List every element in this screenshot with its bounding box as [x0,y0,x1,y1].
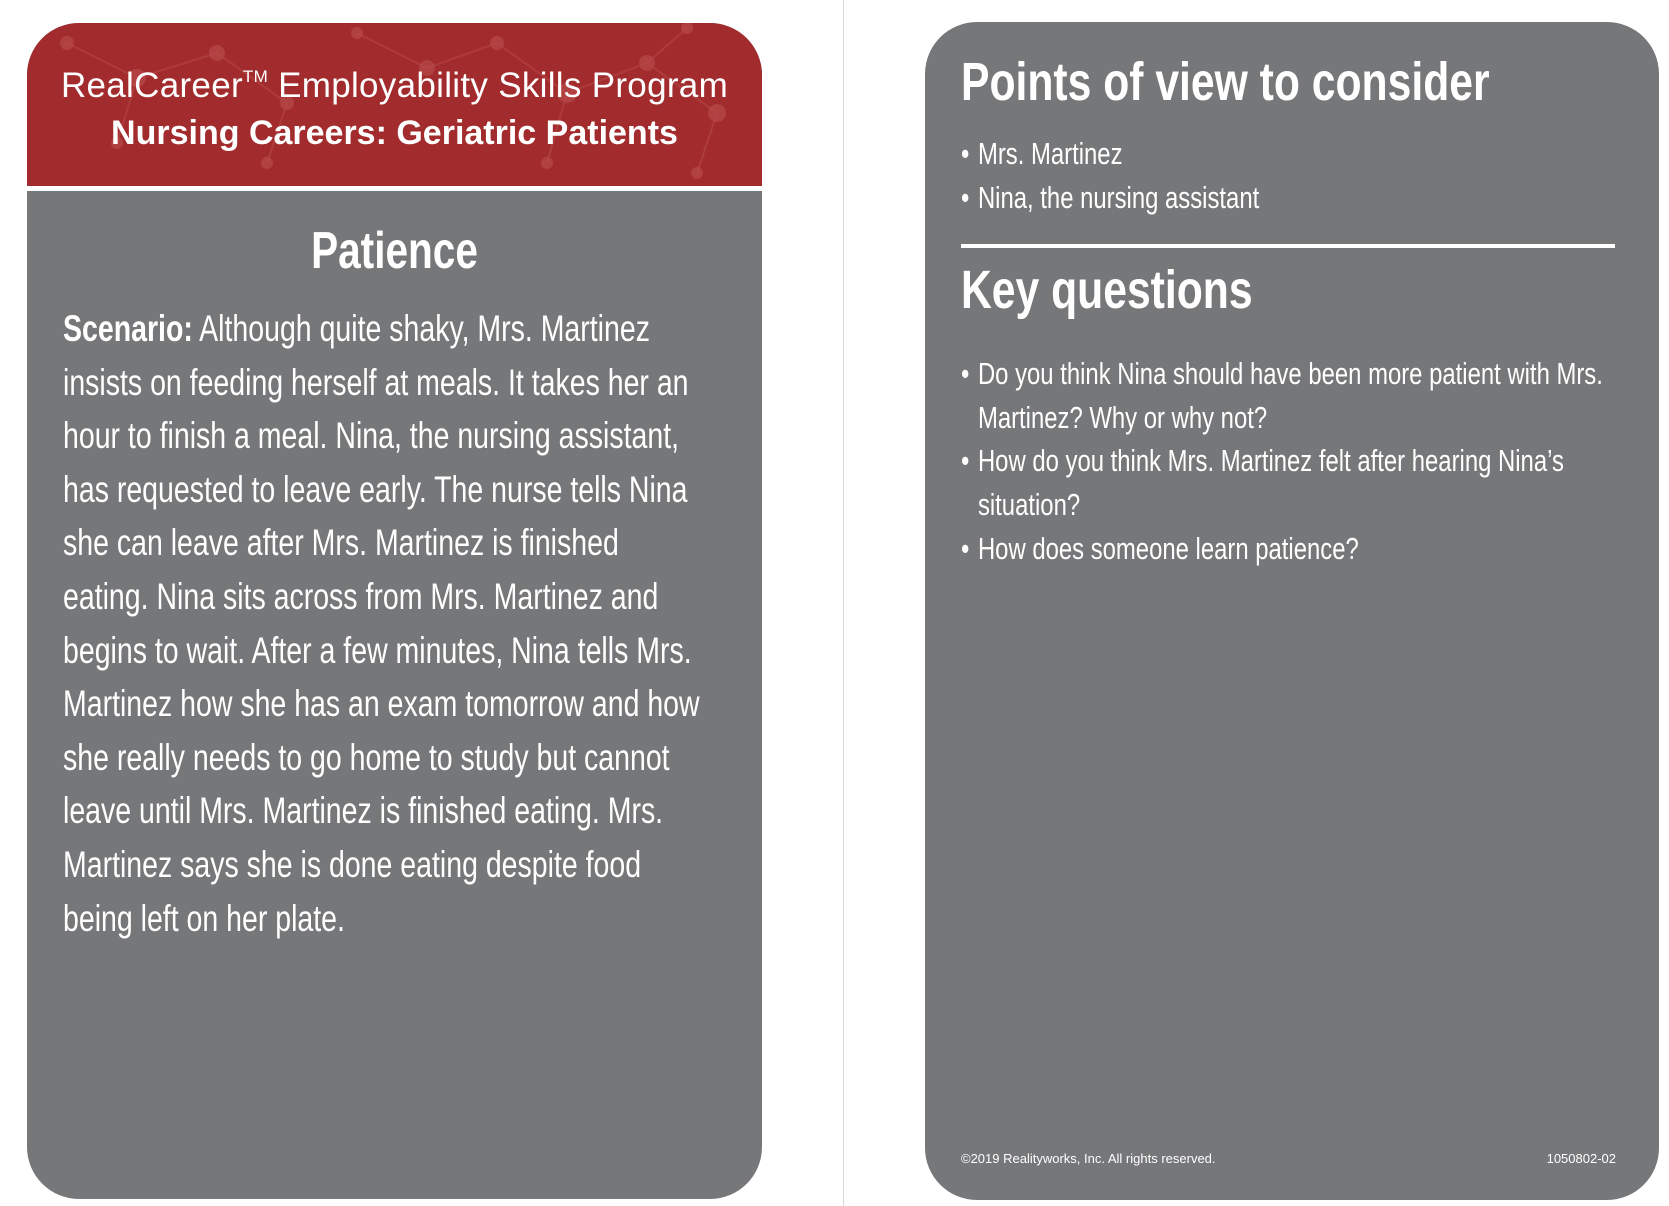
bullet-icon: • [961,136,970,171]
key-questions-heading: Key questions [961,260,1253,320]
scenario-card-front [27,23,762,1199]
scenario-text: Although quite shaky, Mrs. Martinez insists on feeding herself at meals. It takes her an hour to finish a meal. Nina, the nursing assistant, has requested to leave early. The nurse tells Nina she can leave after Mrs. Martinez is finished eating. Nina sits across from Mrs. Martinez and begins to wait. After a few minutes, Nina tells Mrs. Martinez how she has an exam tomorrow and how she really needs to go home to study but cannot leave until Mrs. Martinez is finished eating. Mrs. Martinez says she is done eating despite food being left on her plate. [63,308,700,939]
card-header-band [27,23,762,186]
header-separator [27,186,762,191]
bullet-icon: • [961,443,970,479]
scenario-card-back [925,22,1659,1200]
bullet-icon: • [961,356,970,391]
list-item [961,352,1631,439]
skill-title: Patience [311,222,478,280]
scenario-paragraph [63,302,710,945]
product-code: 1050802-02 [1546,1151,1616,1166]
list-item [961,527,1631,571]
list-item-text: Nina, the nursing assistant [977,180,1260,215]
career-title: Nursing Careers: Geriatric Patients [111,114,678,152]
list-item-text: How does someone learn patience? [977,530,1359,566]
list-item-text: Do you think Nina should have been more patient with Mrs. Martinez? Why or why not? [977,356,1603,435]
list-item [961,132,1631,176]
scenario-label: Scenario: [63,308,193,349]
program-name [27,57,762,106]
list-item-text: How do you think Mrs. Martinez felt after hearing Nina’s situation? [977,443,1564,523]
points-of-view-list [961,132,1631,220]
copyright-notice: ©2019 Realityworks, Inc. All rights reserved. [961,1151,1216,1166]
list-item [961,439,1631,526]
points-of-view-heading: Points of view to consider [961,52,1490,112]
program-name-suffix: Employability Skills Program [268,66,729,105]
key-questions-list [961,352,1631,571]
bullet-icon: • [961,530,970,566]
trademark-mark: TM [242,67,269,86]
list-item [961,176,1631,220]
section-divider [961,244,1615,248]
list-item-text: Mrs. Martinez [977,136,1123,171]
program-name-text: RealCareer [60,66,243,105]
fold-line [843,0,844,1206]
bullet-icon: • [961,180,970,215]
